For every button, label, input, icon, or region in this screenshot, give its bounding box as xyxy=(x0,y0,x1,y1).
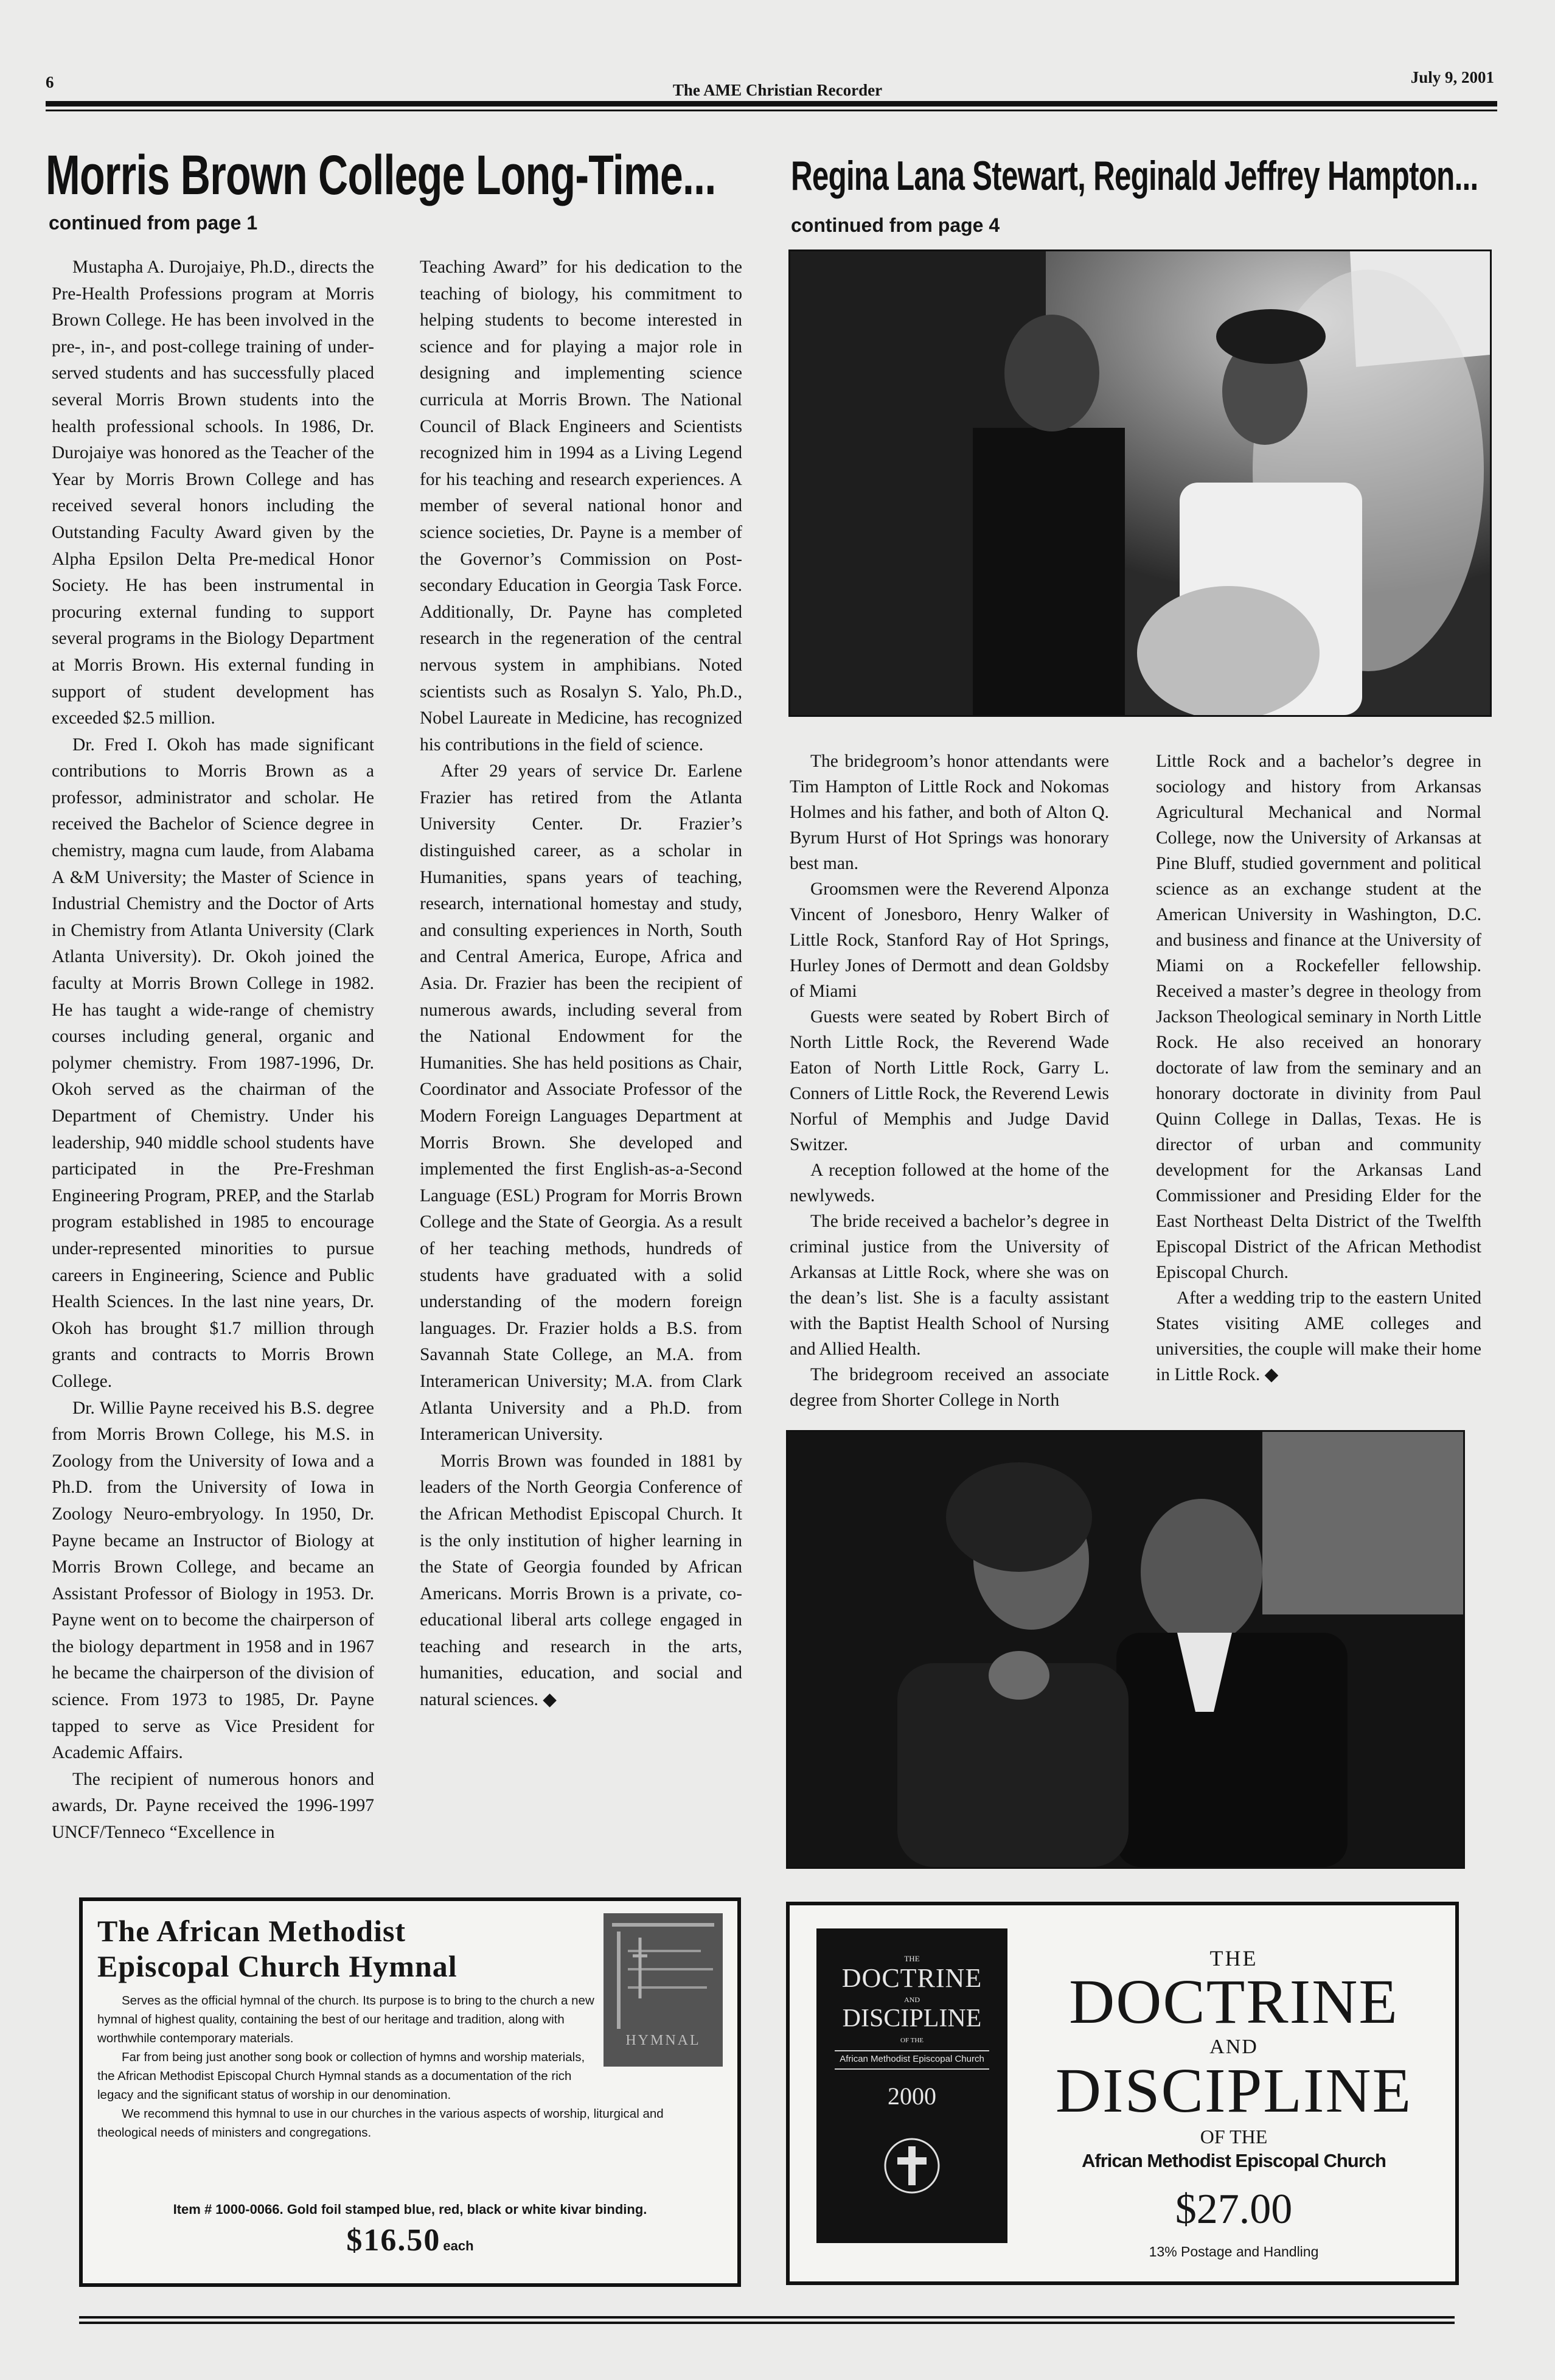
cover-the: THE xyxy=(904,1954,920,1963)
paragraph: The bride received a bachelor’s degree in criminal justice from the University of Arkansas at Little Rock, where she was on the dean’s list. She is a faculty assistant with the Baptist Health School of Nursing and Allied Health. xyxy=(790,1212,1109,1359)
paragraph: Groomsmen were the Reverend Alponza Vincent of Jonesboro, Henry Walker of Little Rock, Stanford Ray of Hot Springs, Hurley Jones of Dermott and dean Goldsby of Miami xyxy=(790,879,1109,1001)
paragraph: The bridegroom received an associate degree from Shorter College in North xyxy=(790,1365,1109,1410)
headline-wedding: Regina Lana Stewart, Reginald Jeffrey Hampton... xyxy=(791,153,1478,199)
hymnal-title-line-2: Episcopal Church Hymnal xyxy=(97,1949,457,1983)
issue-date: July 9, 2001 xyxy=(1410,68,1494,86)
masthead-rule-thin xyxy=(46,110,1497,111)
hymnal-cover-label: HYMNAL xyxy=(625,2033,701,2048)
headline-morris-brown: Morris Brown College Long-Time... xyxy=(46,144,716,206)
continued-from-page-4: continued from page 4 xyxy=(791,214,1000,236)
hymnal-title-line-1: The African Methodist xyxy=(97,1914,406,1948)
cover-and: AND xyxy=(904,1995,920,2004)
paragraph: After a wedding trip to the eastern United States visiting AME colleges and universities, the couple will make their home in Little Rock. ◆ xyxy=(1156,1288,1481,1384)
paragraph: Morris Brown was founded in 1881 by leaders of the North Georgia Conference of the African Methodist Episcopal Church. It is the only institution of higher learning in the State of Georgia founded by African Americans. Morris Brown is a private, co-educational liberal arts college engaged in teaching and research in the arts, humanities, education, and social and natural sciences. ◆ xyxy=(420,1451,742,1710)
cover-church: African Methodist Episcopal Church xyxy=(840,2054,984,2064)
paragraph: Dr. Willie Payne received his B.S. degree from Morris Brown College, his M.S. in Zoology from the University of Iowa and a Ph.D. from the University of Iowa in Zoology Neuro-embryology. In 1950, Dr. Payne became an Instructor of Biology at Morris Brown College, and became an Assistant Professor of Biology in 1953. Dr. Payne went on to become the chairperson of the biology department in 1958 and in 1967 he became the chairperson of the division of science. From 1973 to 1985, Dr. Payne tapped to serve as Vice President for Academic Affairs. xyxy=(52,1398,374,1763)
cover-doctrine: DOCTRINE xyxy=(841,1963,983,1993)
wedding-photo-couple xyxy=(786,1430,1465,1869)
hymnal-item-line: Item # 1000-0066. Gold foil stamped blue, red, black or white kivar binding. xyxy=(173,2202,647,2217)
doctrine-and: AND xyxy=(1209,2036,1258,2058)
cross-seal-icon xyxy=(882,2135,942,2196)
paragraph: Far from being just another song book or collection of hymns and worship materials, the African Methodist Episcopal Church Hymnal stands as a documentation of the rich legacy and the significant status of worship in our denomination. xyxy=(97,2050,585,2102)
doctrine-the: THE xyxy=(1209,1946,1258,1970)
publication-name: The AME Christian Recorder xyxy=(672,81,883,99)
paragraph: Mustapha A. Durojaiye, Ph.D., directs the Pre-Health Professions program at Morris Brown College. He has been involved in the pre-, in-, and post-college training of under-served students and has successfully placed several Morris Brown students into the health professional schools. In 1986, Dr. Durojaiye was honored as the Teacher of the Year by Morris Brown College and has received several honors including the Outstanding Faculty Award given by the Alpha Epsilon Delta Pre-medical Honor Society. He has been instrumental in procuring external funding to support several programs in the Biology Department at Morris Brown. His external funding in support of student development has exceeded $2.5 million. xyxy=(52,257,374,728)
continued-from-page-1: continued from page 1 xyxy=(49,212,258,234)
right-article-column-2 xyxy=(1156,749,1481,1387)
doctrine-church-name: African Methodist Episcopal Church xyxy=(1082,2150,1386,2171)
paragraph: A reception followed at the home of the newlyweds. xyxy=(790,1160,1109,1206)
cover-rule xyxy=(835,2050,989,2051)
cover-year: 2000 xyxy=(888,2082,936,2110)
left-article-column-1 xyxy=(52,254,374,1846)
doctrine-price: $27.00 xyxy=(1175,2186,1293,2233)
footer-rule xyxy=(79,2316,1455,2319)
doctrine-book-cover xyxy=(816,1928,1007,2243)
paragraph: Serves as the official hymnal of the church. Its purpose is to bring to the church a new hymnal of highest quality, containing the best of our heritage and tradition, along with worthwhile contemporary materials. xyxy=(97,1994,594,2045)
paragraph: We recommend this hymnal to use in our churches in the various aspects of worship, liturgical and theological needs of ministers and congregations. xyxy=(97,2107,664,2140)
paragraph: The bridegroom’s honor attendants were Tim Hampton of Little Rock and Nokomas Holmes and his father, and both of Alton Q. Byrum Hurst of Hot Springs was honorary best man. xyxy=(790,752,1109,873)
paragraph: Little Rock and a bachelor’s degree in sociology and history from Arkansas Agricultural Mechanical and Normal College, now the University of Arkansas at Pine Bluff, studied government and political science as an exchange student at the American University in Washington, D.C. and business and finance at the University of Miami on a Rockefeller fellowship. Received a master’s degree in theology from Jackson Theological seminary in North Little Rock. He also received an honorary doctorate of law from the seminary and an honorary doctorate in divinity from Paul Quinn College in Dallas, Texas. He is director of urban and community development for the Arkansas Land Commissioner and Presiding Elder for the East Northeast Delta District of the Twelfth Episcopal District of the African Methodist Episcopal Church. xyxy=(1156,752,1481,1282)
cover-rule-2 xyxy=(835,2068,989,2070)
wedding-photo-bride xyxy=(788,250,1492,717)
paragraph: Dr. Fred I. Okoh has made significant contributions to Morris Brown as a professor, administrator and scholar. He received the Bachelor of Science degree in chemistry, magna cum laude, from Alabama A &M University; the Master of Science in Industrial Chemistry and the Doctor of Arts in Chemistry from Atlanta University (Clark Atlanta University). Dr. Okoh joined the faculty at Morris Brown College in 1982. He has taught a wide-range of chemistry courses including general, organic and polymer chemistry. From 1987-1996, Dr. Okoh served as the chairman of the Department of Chemistry. Under his leadership, 940 middle school students have participated in the Pre-Freshman Engineering Program, PREP, and the Starlab program established in 1985 to encourage under-represented minorities to pursue careers in Engineering, Science and Public Health Sciences. In the last nine years, Dr. Okoh has brought $1.7 million through grants and contracts to Morris Brown College. xyxy=(52,735,374,1391)
paragraph: The recipient of numerous honors and awards, Dr. Payne received the 1996-1997 UNCF/Tenneco “Excellence in xyxy=(52,1769,374,1843)
footer-rule-2 xyxy=(79,2322,1455,2324)
paragraph: Teaching Award” for his dedication to the teaching of biology, his commitment to helping students to become interested in science and for playing a major role in designing and implementing science curricula at Morris Brown. The National Council of Black Engineers and Scientists recognized him in 1994 as a Living Legend for his teaching and research experiences. A member of several national honor and science societies, Dr. Payne is a member of the Governor’s Commission on Post-secondary Education in Georgia Task Force. Additionally, Dr. Payne has completed research in the regeneration of the central nervous system in amphibians. Noted scientists such as Rosalyn S. Yalo, Ph.D., Nobel Laureate in Medicine, has recognized his contributions in the field of science. xyxy=(420,257,742,755)
cover-discipline: DISCIPLINE xyxy=(842,2005,982,2033)
wedding-photo-bride-image xyxy=(790,251,1490,715)
right-article-column-1 xyxy=(790,749,1109,1413)
left-article-column-2 xyxy=(420,254,742,1714)
hymnal-cover-image xyxy=(604,1913,723,2067)
doctrine-title: DOCTRINE xyxy=(1069,1967,1399,2037)
masthead-rule xyxy=(46,101,1497,106)
hymnal-price-suffix: each xyxy=(443,2238,474,2253)
wedding-photo-couple-image xyxy=(788,1432,1463,1867)
cover-of-the: OF THE xyxy=(900,2037,924,2044)
doctrine-of-the: OF THE xyxy=(1200,2126,1268,2148)
paragraph: Guests were seated by Robert Birch of North Little Rock, the Reverend Wade Eaton of North Little Rock, Garry L. Conners of Little Rock, the Reverend Lewis Norful of Memphis and Judge David Switzer. xyxy=(790,1007,1109,1154)
discipline-title: DISCIPLINE xyxy=(1055,2056,1413,2126)
hymnal-price: $16.50 xyxy=(346,2223,441,2258)
ad-hymnal xyxy=(79,1897,741,2287)
hymnal-description xyxy=(97,1991,664,2142)
hymnal-price-row xyxy=(83,2222,737,2258)
doctrine-postage: 13% Postage and Handling xyxy=(1149,2244,1319,2260)
ad-doctrine-discipline xyxy=(786,1902,1459,2285)
page-number: 6 xyxy=(46,73,54,91)
paragraph: After 29 years of service Dr. Earlene Frazier has retired from the Atlanta University Center. Dr. Frazier’s distinguished career, as a scholar in Humanities, spans years of teaching, research, international homestay and study, and consulting experiences in North, South and Central America, Europe, Africa and Asia. Dr. Frazier has been the recipient of numerous awards, including several from the National Endowment for the Humanities. She has held positions as Chair, Coordinator and Associate Professor of the Modern Foreign Languages Department at Morris Brown. She developed and implemented the first English-as-a-Second Language (ESL) Program for Morris Brown College and the State of Georgia. As a result of her teaching methods, hundreds of students have graduated with a solid understanding of the modern foreign languages. Dr. Frazier holds a B.S. from Savannah State College, an M.A. from Interamerican University; M.A. from Clark Atlanta University and a Ph.D. from Interamerican University. xyxy=(420,761,742,1445)
